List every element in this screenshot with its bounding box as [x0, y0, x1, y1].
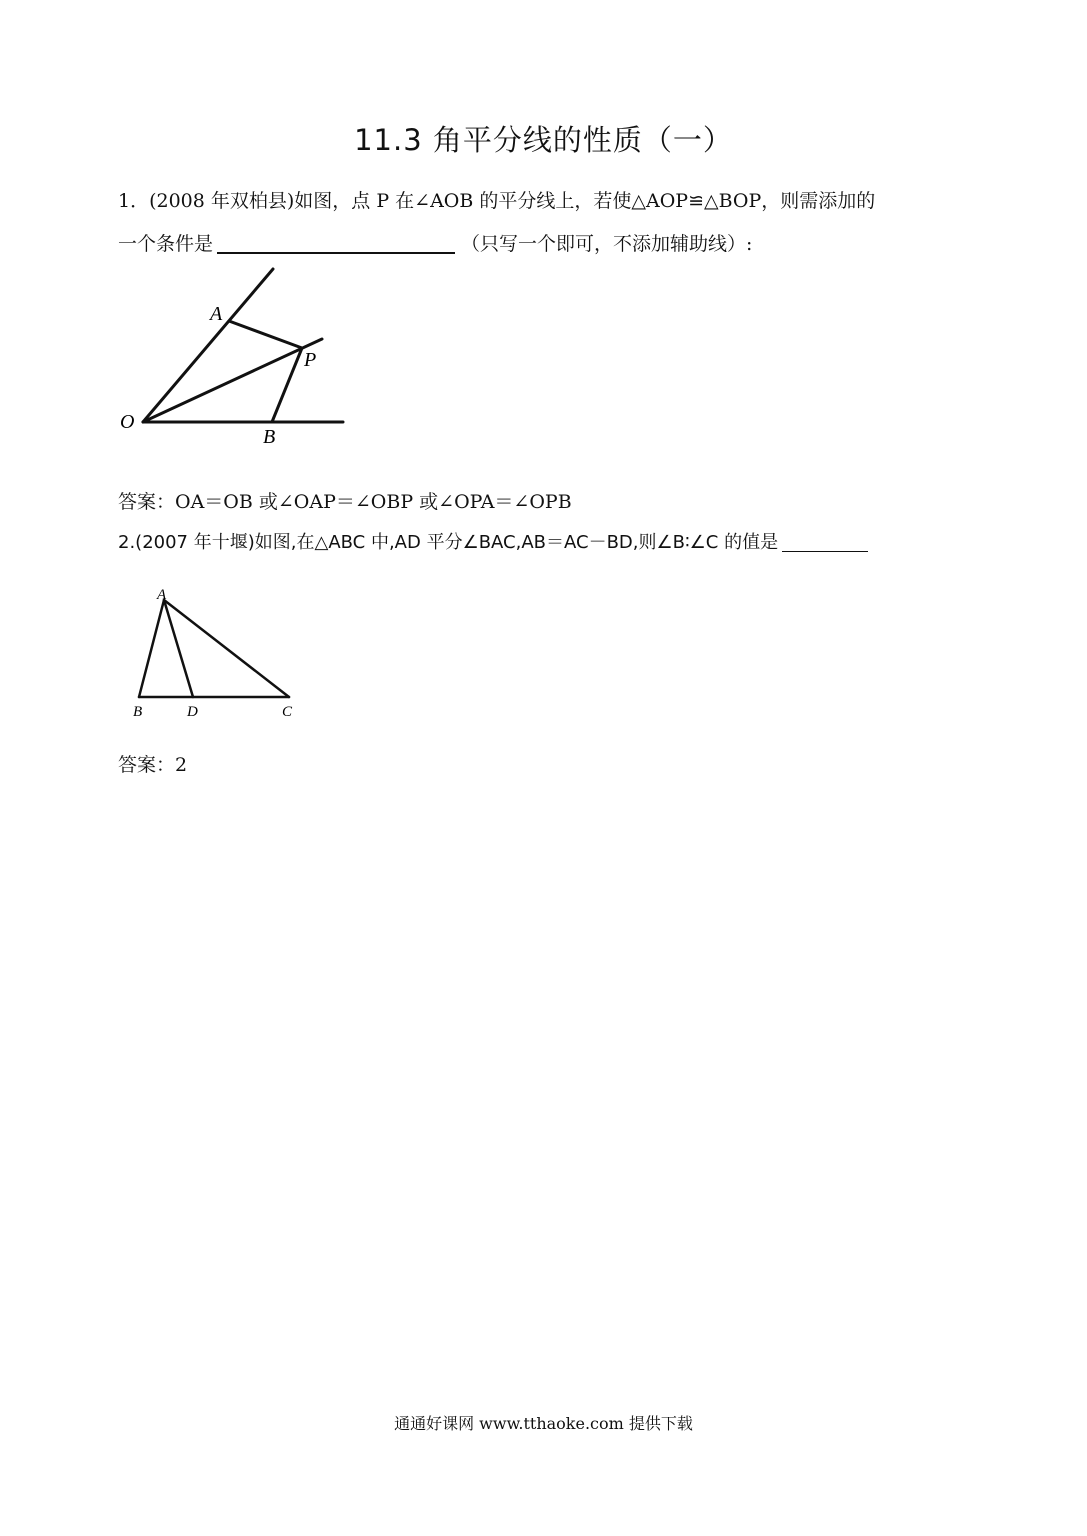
segment-ap: [229, 321, 302, 348]
label-tri-a: A: [157, 587, 167, 603]
q2-answer: 答案：2: [118, 754, 188, 776]
q1-line2-prefix: 一个条件是: [118, 233, 214, 255]
q2-line1: [118, 528, 868, 554]
side-ac: [164, 600, 289, 697]
ray-oa: [143, 269, 273, 422]
side-ab: [139, 600, 164, 697]
segment-ad: [164, 600, 193, 697]
label-a: A: [210, 303, 223, 325]
q1-line1: 1．(2008 年双柏县)如图，点 P 在∠AOB 的平分线上，若使△AOP≌△BOP，则需添加的: [118, 190, 876, 212]
q2-answer-blank: [782, 533, 868, 552]
label-tri-d: D: [187, 704, 198, 720]
q1-answer: 答案：OA＝OB 或∠OAP＝∠OBP 或∠OPA＝∠OPB: [118, 491, 572, 513]
label-o: O: [120, 411, 135, 433]
label-p: P: [304, 349, 317, 371]
page-title: 11.3 角平分线的性质（一）: [354, 123, 733, 157]
bisector-op: [143, 339, 322, 422]
label-tri-c: C: [282, 704, 293, 720]
label-tri-b: B: [133, 704, 143, 720]
label-b: B: [263, 426, 276, 448]
footer: 通通好课网 www.tthaoke.com 提供下载: [394, 1414, 693, 1433]
q1-line2-suffix: （只写一个即可，不添加辅助线）:: [461, 233, 753, 255]
q2-question: 2.(2007 年十堰)如图,在△ABC 中,AD 平分∠BAC,AB＝AC－BD,则∠B∶∠C 的值是: [118, 532, 779, 553]
